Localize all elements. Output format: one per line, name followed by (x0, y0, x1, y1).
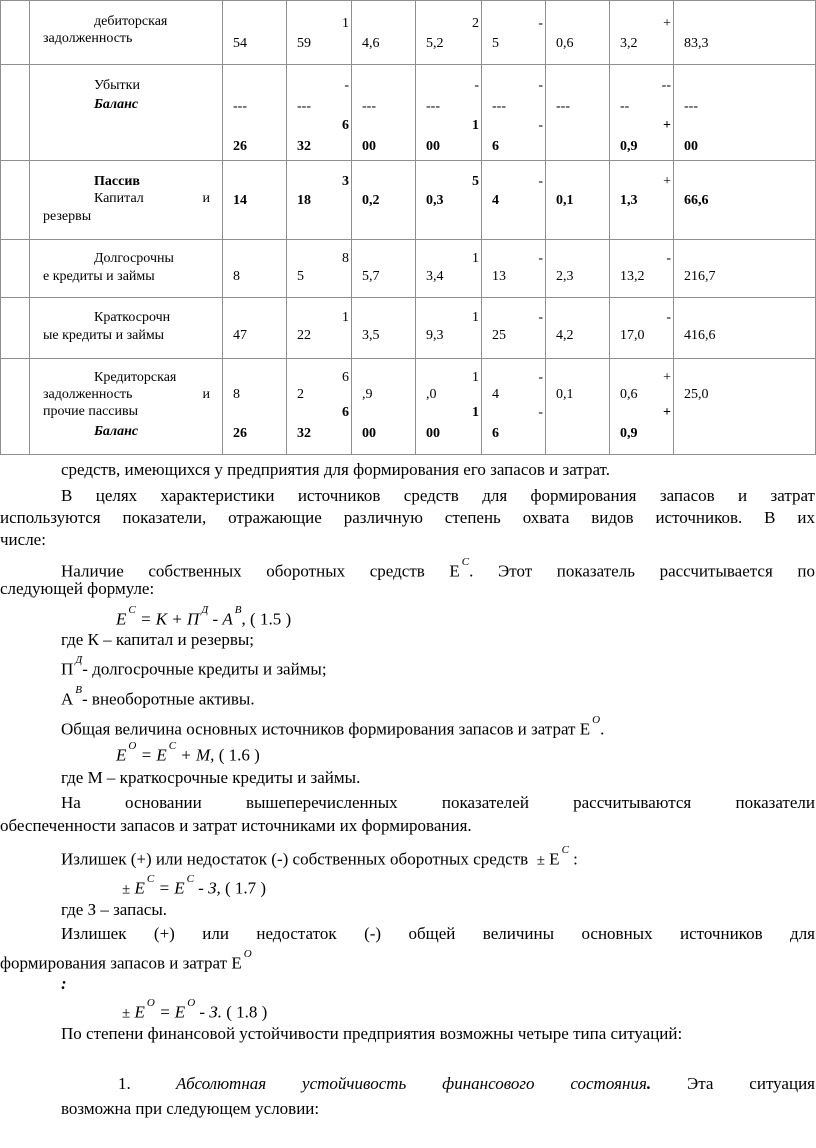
formula-number: , ( 1.5 ) (241, 609, 292, 629)
cell-value: 4 (492, 193, 499, 208)
cell-value: 1 (472, 370, 479, 385)
formula-number: ( 1.8 ) (221, 1002, 268, 1022)
cell-value: 54 (233, 36, 247, 51)
cell-value: 8 (233, 269, 240, 284)
table-row (1, 240, 816, 298)
cell-value: + (663, 370, 671, 385)
row-label (30, 298, 223, 359)
label-line: Баланс (94, 97, 139, 112)
label-line: Баланс (94, 424, 139, 439)
text-run: . (646, 1074, 652, 1093)
cell-value: 0,6 (556, 36, 574, 51)
cell-value: 00 (684, 139, 698, 154)
formula-1-7 (122, 874, 266, 900)
formula-part: Е (130, 1002, 145, 1022)
cell-value: 216,7 (684, 269, 716, 284)
row-label (30, 161, 223, 240)
cell-value: - (538, 118, 543, 133)
superscript: С (168, 740, 177, 752)
table-cell (674, 65, 816, 161)
text-run: Наличие собственных оборотных средств Е (61, 561, 460, 581)
table-cell (546, 298, 610, 359)
cell-value: - (538, 16, 543, 31)
text-run: - долгосрочные кредиты и займы; (82, 659, 327, 679)
cell-value: 6 (342, 370, 349, 385)
list-item-line (176, 1074, 815, 1094)
label-line: Кредиторская (94, 370, 177, 385)
table-cell-empty (1, 240, 30, 298)
paragraph-line: По степени финансовой устойчивости предприятия возможны четыре типа ситуаций: (61, 1024, 683, 1043)
table-cell (287, 65, 352, 161)
plus-minus-sign: ± (536, 852, 545, 869)
superscript: О (592, 714, 601, 726)
paragraph-line (61, 685, 255, 710)
cell-value: 3,2 (620, 36, 638, 51)
row-label (30, 65, 223, 161)
cell-value: --- (297, 99, 311, 114)
table-row (1, 1, 816, 65)
table-cell (482, 298, 546, 359)
table-cell (546, 359, 610, 455)
label-line: задолженность (43, 387, 133, 402)
table-cell (416, 240, 482, 298)
formula-part: - З, (193, 878, 221, 898)
cell-value: 0,2 (362, 193, 380, 208)
cell-value: 8 (342, 251, 349, 266)
cell-value: 25,0 (684, 387, 709, 402)
paragraph-line (61, 655, 327, 680)
cell-value: --- (426, 99, 440, 114)
formula-part: Е (116, 745, 127, 765)
cell-value: 3,5 (362, 328, 380, 343)
paragraph-line: где З – запасы. (61, 900, 167, 919)
label-line: Пассив (94, 174, 140, 189)
table-cell (416, 65, 482, 161)
table-cell-empty (1, 161, 30, 240)
table-row (1, 65, 816, 161)
formula-part: + М, (176, 745, 215, 765)
superscript: О (243, 948, 252, 960)
superscript: С (186, 873, 194, 885)
row-label (30, 1, 223, 65)
label-line: Капитал (94, 191, 144, 206)
label-line: резервы (43, 209, 92, 224)
cell-value: - (474, 78, 479, 93)
table-cell (223, 65, 287, 161)
table-row (1, 298, 816, 359)
formula-part: - А (208, 609, 233, 629)
table-cell (610, 1, 674, 65)
cell-value: - (538, 405, 543, 420)
formula-part: - З. (195, 1002, 222, 1022)
formula-number: ( 1.7 ) (220, 878, 267, 898)
text-run: формирования запасов и затрат Е (0, 953, 242, 973)
cell-value: 5 (297, 269, 304, 284)
cell-value: 32 (297, 426, 311, 441)
cell-value: - (666, 251, 671, 266)
colon-line: : (61, 974, 67, 993)
table-cell-empty (1, 359, 30, 455)
table-cell (546, 161, 610, 240)
text-run: . (600, 719, 605, 739)
cell-value: - (666, 310, 671, 325)
cell-value: --- (362, 99, 376, 114)
table-cell (482, 359, 546, 455)
cell-value: 26 (233, 426, 247, 441)
table-cell (416, 298, 482, 359)
cell-value: -- (661, 78, 671, 93)
paragraph-line (0, 949, 252, 974)
formula-part: = К + П (135, 609, 200, 629)
label-line: Убытки (94, 78, 140, 93)
table-cell (482, 161, 546, 240)
cell-value: --- (684, 99, 698, 114)
cell-value: 5 (492, 36, 499, 51)
cell-value: - (538, 78, 543, 93)
superscript: О (146, 997, 155, 1009)
label-line: ые кредиты и займы (43, 328, 165, 343)
cell-value: 47 (233, 328, 247, 343)
text-run: . Этот показатель рассчитывается по (469, 561, 815, 581)
cell-value: 8 (233, 387, 240, 402)
formula-part: = Е (154, 878, 185, 898)
table-cell (223, 298, 287, 359)
cell-value: 13 (492, 269, 506, 284)
table-cell (352, 240, 416, 298)
superscript: О (128, 740, 137, 752)
cell-value: 00 (362, 139, 376, 154)
cell-value: + (663, 174, 671, 189)
table-cell (674, 1, 816, 65)
paragraph-line: где М – краткосрочные кредиты и займы. (61, 768, 361, 787)
paragraph-line (61, 845, 578, 871)
superscript: О (187, 997, 196, 1009)
cell-value: 1 (472, 405, 479, 420)
cell-value: 26 (233, 139, 247, 154)
cell-value: 4,2 (556, 328, 574, 343)
cell-value: 0,3 (426, 193, 444, 208)
table-cell (352, 1, 416, 65)
cell-value: 00 (362, 426, 376, 441)
plus-minus-sign: ± (122, 1005, 131, 1022)
cell-value: 0,6 (620, 387, 638, 402)
cell-value: 66,6 (684, 193, 709, 208)
table-cell (287, 1, 352, 65)
cell-value: 4,6 (362, 36, 380, 51)
cell-value: 6 (492, 426, 499, 441)
superscript: С (146, 873, 155, 885)
cell-value: 0,1 (556, 193, 574, 208)
table-cell (416, 359, 482, 455)
cell-value: 9,3 (426, 328, 444, 343)
table-cell-empty (1, 65, 30, 161)
row-label (30, 359, 223, 455)
cell-value: ,9 (362, 387, 373, 402)
table-cell (546, 240, 610, 298)
cell-value: + (663, 118, 671, 133)
table-cell (546, 1, 610, 65)
emphasis-text: Абсолютная устойчивость финансового состояния (176, 1074, 647, 1093)
cell-value: 0,9 (620, 139, 638, 154)
cell-value: 1 (342, 16, 349, 31)
cell-value: 1 (472, 118, 479, 133)
table-row (1, 359, 816, 455)
cell-value: 5,2 (426, 36, 444, 51)
cell-value: 3 (342, 174, 349, 189)
cell-value: 59 (297, 36, 311, 51)
cell-value: 5 (472, 174, 479, 189)
paragraph-line: используются показатели, отражающие различную степень охвата видов источников. В их (0, 508, 815, 527)
table-row (1, 161, 816, 240)
table-cell (223, 161, 287, 240)
paragraph-line: обеспеченности запасов и затрат источниками их формирования. (0, 816, 472, 835)
paragraph-line: На основании вышеперечисленных показателей рассчитываются показатели (61, 793, 815, 812)
formula-part: Е (116, 609, 127, 629)
table-cell (610, 161, 674, 240)
table-cell (610, 240, 674, 298)
text-run: Эта ситуация (651, 1074, 815, 1093)
table-cell (352, 359, 416, 455)
text-run: - внеоборотные активы. (82, 689, 255, 709)
cell-value: - (538, 174, 543, 189)
cell-value: --- (233, 99, 247, 114)
cell-value: - (538, 251, 543, 266)
table-cell (223, 240, 287, 298)
superscript: С (561, 844, 569, 856)
cell-value: 1,3 (620, 193, 638, 208)
label-line: дебиторская (94, 14, 168, 29)
cell-value: 0,9 (620, 426, 638, 441)
cell-value: - (538, 310, 543, 325)
superscript: Д (75, 654, 83, 666)
cell-value: 6 (492, 139, 499, 154)
table-cell (674, 240, 816, 298)
table-cell (546, 65, 610, 161)
paragraph-line (61, 715, 604, 740)
cell-value: 6 (342, 405, 349, 420)
table-cell (610, 65, 674, 161)
table-cell (352, 65, 416, 161)
cell-value: 416,6 (684, 328, 716, 343)
cell-value: 00 (426, 139, 440, 154)
table-cell (352, 298, 416, 359)
label-line: Краткосрочн (94, 310, 171, 325)
cell-value: -- (620, 99, 630, 114)
cell-value: 00 (426, 426, 440, 441)
cell-value: 3,4 (426, 269, 444, 284)
paragraph-line: следующей формуле: (0, 579, 155, 598)
paragraph-line: где К – капитал и резервы; (61, 630, 255, 649)
cell-value: 17,0 (620, 328, 645, 343)
cell-value: --- (556, 99, 570, 114)
text-run: : (568, 849, 578, 869)
superscript: С (128, 604, 136, 616)
formula-1-5 (116, 605, 291, 630)
text-run: Е (544, 849, 560, 869)
cell-value: 0,1 (556, 387, 574, 402)
table-cell (482, 65, 546, 161)
cell-value: + (663, 16, 671, 31)
balance-table (0, 0, 816, 455)
cell-value: --- (492, 99, 506, 114)
table-cell (482, 1, 546, 65)
paragraph-line: средств, имеющихся у предприятия для формирования его запасов и затрат. (61, 460, 610, 479)
cell-value: 25 (492, 328, 506, 343)
label-line: и (202, 387, 210, 402)
superscript: Д (201, 604, 209, 616)
formula-1-8 (122, 998, 267, 1024)
paragraph-line: Излишек (+) или недостаток (-) общей величины основных источников для (61, 924, 815, 943)
table-cell (223, 359, 287, 455)
cell-value: 83,3 (684, 36, 709, 51)
table-cell (674, 298, 816, 359)
label-line: е кредиты и займы (43, 269, 155, 284)
table-cell (352, 161, 416, 240)
table-cell (416, 161, 482, 240)
cell-value: 1 (472, 251, 479, 266)
cell-value: 2 (297, 387, 304, 402)
formula-1-6 (116, 741, 260, 766)
cell-value: 2,3 (556, 269, 574, 284)
table-cell (610, 298, 674, 359)
cell-value: ,0 (426, 387, 437, 402)
cell-value: 22 (297, 328, 311, 343)
text-run: Излишек (+) или недостаток (-) собственных оборотных средств (61, 849, 529, 869)
table-cell (674, 161, 816, 240)
cell-value: + (663, 405, 671, 420)
text-run: Общая величина основных источников формирования запасов и затрат Е (61, 719, 591, 739)
table-cell (287, 359, 352, 455)
label-line: прочие пассивы (43, 404, 139, 419)
cell-value: 14 (233, 193, 247, 208)
plus-minus-sign: ± (122, 881, 131, 898)
cell-value: 1 (472, 310, 479, 325)
cell-value: - (344, 78, 349, 93)
table-cell-empty (1, 298, 30, 359)
paragraph-line (61, 557, 815, 582)
formula-part: = Е (154, 1002, 186, 1022)
text-run: П (61, 659, 74, 679)
cell-value: 2 (472, 16, 479, 31)
cell-value: 4 (492, 387, 499, 402)
label-line: задолженность (43, 31, 133, 46)
table-cell (223, 1, 287, 65)
table-cell (482, 240, 546, 298)
cell-value: 32 (297, 139, 311, 154)
formula-number: ( 1.6 ) (214, 745, 260, 765)
superscript: В (75, 684, 83, 696)
table-cell (287, 240, 352, 298)
text-run: А (61, 689, 74, 709)
row-label (30, 240, 223, 298)
cell-value: 13,2 (620, 269, 645, 284)
formula-part: Е (130, 878, 145, 898)
table-cell-empty (1, 1, 30, 65)
superscript: В (234, 604, 242, 616)
table-cell (610, 359, 674, 455)
paragraph-line: числе: (0, 530, 46, 549)
list-item-number: 1. (118, 1074, 131, 1093)
cell-value: 1 (342, 310, 349, 325)
cell-value: 5,7 (362, 269, 380, 284)
cell-value: 18 (297, 193, 311, 208)
cell-value: 6 (342, 118, 349, 133)
table-cell (287, 161, 352, 240)
table-cell (287, 298, 352, 359)
label-line: и (202, 191, 210, 206)
label-line: Долгосрочны (94, 251, 174, 266)
list-item-line: возможна при следующем условии: (61, 1099, 320, 1118)
table-cell (674, 359, 816, 455)
paragraph-line: В целях характеристики источников средств для формирования запасов и затрат (61, 486, 815, 505)
superscript: С (461, 556, 470, 568)
cell-value: - (538, 370, 543, 385)
formula-part: = Е (136, 745, 167, 765)
table-cell (416, 1, 482, 65)
